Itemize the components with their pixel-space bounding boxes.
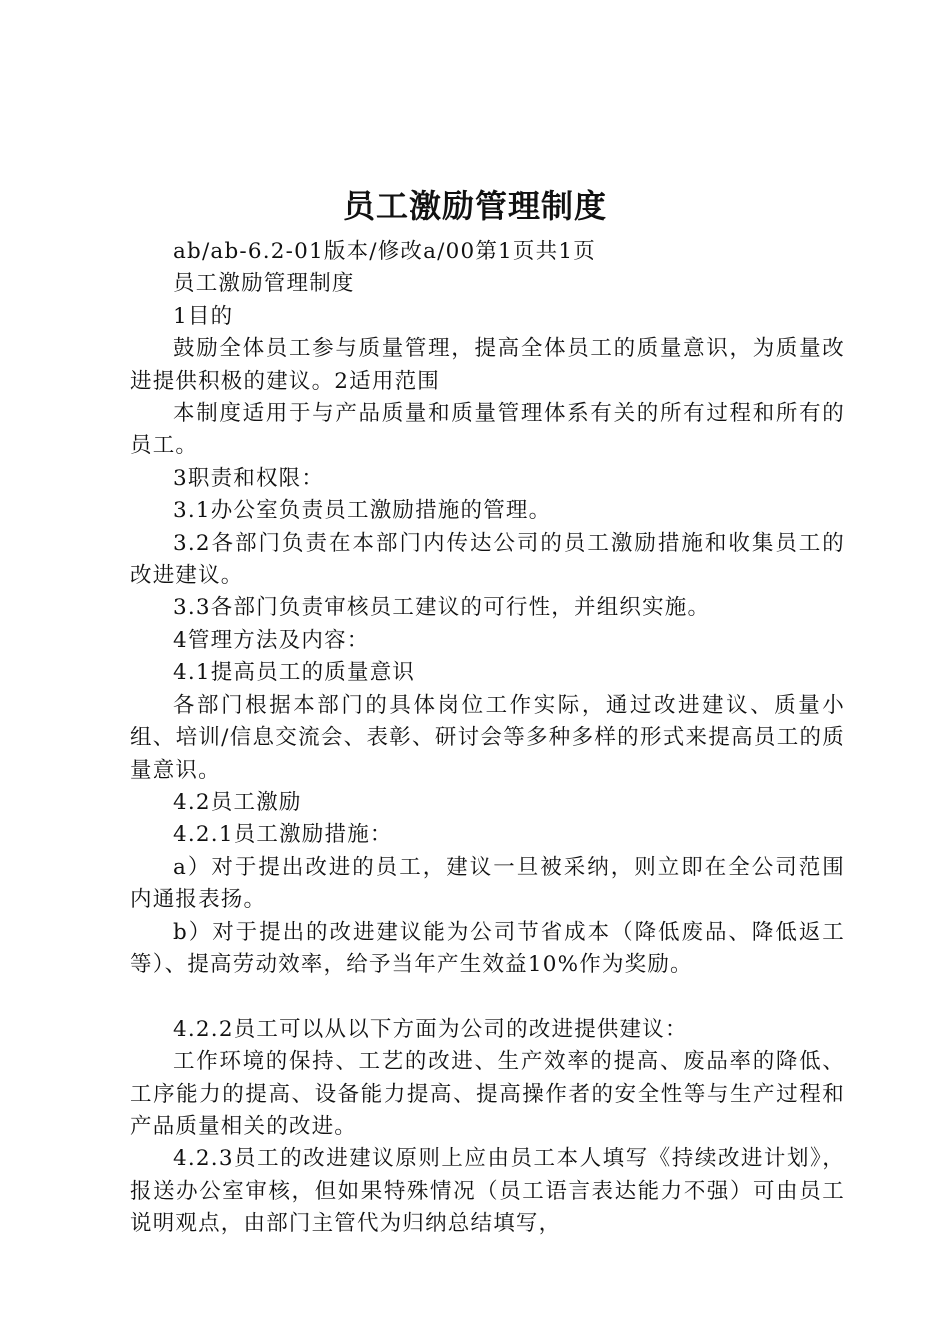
subheading-4-2-2: 4.2.2员工可以从以下方面为公司的改进提供建议： — [173, 1016, 688, 1042]
paragraph-scope: 本制度适用于与产品质量和质量管理体系有关的所有过程和所有的员工。 — [130, 401, 845, 459]
subheading-4-1: 4.1提高员工的质量意识 — [173, 660, 416, 686]
paragraph-purpose: 鼓励全体员工参与质量管理，提高全体员工的质量意识，为质量改进提供积极的建议。2适用范围 — [130, 336, 845, 394]
paragraph-3-3: 3.3各部门负责审核员工建议的可行性，并组织实施。 — [173, 595, 711, 621]
list-item-a: a）对于提出改进的员工，建议一旦被采纳，则立即在全公司范围内通报表扬。 — [130, 854, 845, 913]
list-item-b: b）对于提出的改进建议能为公司节省成本（降低废品、降低返工等）、提高劳动效率，给予当年产生效益10%作为奖励。 — [130, 919, 845, 977]
document-subtitle: 员工激励管理制度 — [173, 271, 355, 297]
paragraph-3-1: 3.1办公室负责员工激励措施的管理。 — [173, 498, 552, 524]
document-header-line: ab/ab-6.2-01版本/修改a/00第1页共1页 — [173, 239, 596, 264]
subheading-4-2-1: 4.2.1员工激励措施： — [173, 822, 393, 848]
paragraph-4-2-3: 4.2.3员工的改进建议原则上应由员工本人填写《持续改进计划》，报送办公室审核，但如果特殊情况（员工语言表达能力不强）可由员工说明观点，由部门主管代为归纳总结填写， — [130, 1146, 845, 1237]
paragraph-4-2-2: 工作环境的保持、工艺的改进、生产效率的提高、废品率的降低、工序能力的提高、设备能力提高、提高操作者的安全性等与生产过程和产品质量相关的改进。 — [130, 1049, 845, 1139]
subheading-4-2: 4.2员工激励 — [173, 789, 302, 815]
section-heading-purpose: 1目的 — [173, 303, 234, 329]
blank-line — [130, 981, 845, 1013]
section-heading-responsibilities: 3职责和权限： — [173, 465, 325, 491]
paragraph-4-1: 各部门根据本部门的具体岗位工作实际，通过改进建议、质量小组、培训/信息交流会、表彰、研讨会等多种多样的形式来提高员工的质量意识。 — [130, 692, 845, 783]
document-title: 员工激励管理制度 — [342, 187, 607, 225]
document-body — [130, 236, 845, 1241]
paragraph-3-2: 3.2各部门负责在本部门内传达公司的员工激励措施和收集员工的改进建议。 — [130, 530, 845, 589]
section-heading-methods: 4管理方法及内容： — [173, 627, 370, 653]
